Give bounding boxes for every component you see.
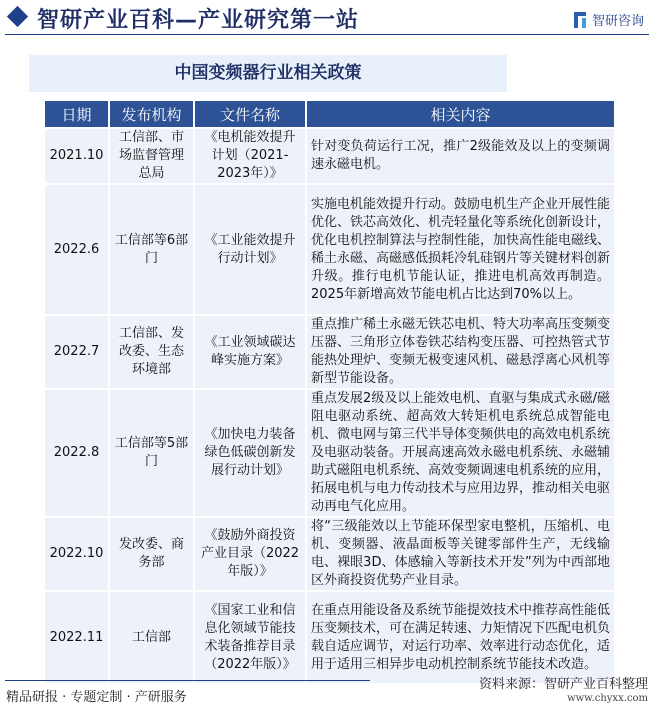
table-row bbox=[44, 315, 615, 389]
cell-doc: 《工业能效提升行动计划》 bbox=[194, 184, 306, 315]
cell-content: 将“三级能效以上节能环保型家电整机，压缩机、电机、变频器、液晶面板等关键零部件生产，无线输电、裸眼3D、体感输入等新技术开发”列为中西部地区外商投资优势产业目录。 bbox=[306, 517, 615, 591]
column-header-org: 发布机构 bbox=[109, 100, 194, 128]
cell-content: 在重点用能设备及系统节能提效技术中推荐高性能低压变频技术，可在满足转速、力矩情况下匹配电机负载自适应调节，对运行功率、效率进行动态优化，适用于适用三相异步电动机控制系统节能技术改造。 bbox=[306, 591, 615, 684]
cell-org: 工信部等6部门 bbox=[109, 184, 194, 315]
cell-date: 2022.7 bbox=[44, 315, 109, 389]
table-row bbox=[44, 517, 615, 591]
cell-date: 2021.10 bbox=[44, 128, 109, 184]
cell-org: 工信部 bbox=[109, 591, 194, 684]
cell-org: 工信部等5部门 bbox=[109, 389, 194, 517]
top-bar bbox=[0, 0, 654, 35]
cell-doc: 《鼓励外商投资产业目录（2022年版）》 bbox=[194, 517, 306, 591]
cell-date: 2022.6 bbox=[44, 184, 109, 315]
cell-doc: 《国家工业和信息化领域节能技术装备推荐目录（2022年版）》 bbox=[194, 591, 306, 684]
page-title: 中国变频器行业相关政策 bbox=[29, 55, 507, 92]
cell-date: 2022.10 bbox=[44, 517, 109, 591]
diamond-icon bbox=[7, 6, 28, 27]
table-row bbox=[44, 389, 615, 517]
brand-logo bbox=[574, 10, 644, 29]
site-title: 智研产业百科—产业研究第一站 bbox=[37, 8, 360, 33]
footer-url[interactable]: www.chyxx.com bbox=[567, 693, 648, 704]
cell-org: 发改委、商务部 bbox=[109, 517, 194, 591]
column-header-content: 相关内容 bbox=[306, 100, 615, 128]
policy-table bbox=[43, 99, 616, 685]
logo-text: 智研咨询 bbox=[591, 14, 644, 29]
table-row bbox=[44, 591, 615, 684]
source-note: 资料来源：智研产业百科整理 bbox=[478, 677, 648, 692]
logo-mark-icon bbox=[574, 12, 588, 28]
footer-divider bbox=[5, 680, 370, 681]
column-header-date: 日期 bbox=[44, 100, 109, 128]
footer-tagline: 精品研报 · 专题定制 · 产研服务 bbox=[6, 690, 187, 705]
column-header-doc: 文件名称 bbox=[194, 100, 306, 128]
cell-doc: 《电机能效提升计划（2021-2023年）》 bbox=[194, 128, 306, 184]
cell-date: 2022.11 bbox=[44, 591, 109, 684]
cell-content: 针对变负荷运行工况，推广2级能效及以上的变频调速永磁电机。 bbox=[306, 128, 615, 184]
cell-date: 2022.8 bbox=[44, 389, 109, 517]
cell-content: 重点推广稀土永磁无铁芯电机、特大功率高压变频变压器、三角形立体卷铁芯结构变压器、可控热管式节能热处理炉、变频无极变速风机、磁悬浮离心风机等新型节能设备。 bbox=[306, 315, 615, 389]
table-row bbox=[44, 128, 615, 184]
cell-org: 工信部、发改委、生态环境部 bbox=[109, 315, 194, 389]
cell-doc: 《加快电力装备绿色低碳创新发展行动计划》 bbox=[194, 389, 306, 517]
table-row bbox=[44, 184, 615, 315]
cell-org: 工信部、市场监督管理总局 bbox=[109, 128, 194, 184]
header-divider bbox=[5, 34, 649, 35]
cell-content: 实施电机能效提升行动。鼓励电机生产企业开展性能优化、铁芯高效化、机壳轻量化等系统化创新设计，优化电机控制算法与控制性能，加快高性能电磁线、稀土永磁、高磁感低损耗冷轧硅钢片等关键材料创新升级。推行电机节能认证，推进电机高效再制造。2025年新增高效节能电机占比达到70%以上。 bbox=[306, 184, 615, 315]
cell-doc: 《工业领域碳达峰实施方案》 bbox=[194, 315, 306, 389]
cell-content: 重点发展2级及以上能效电机、直驱与集成式永磁/磁阻电驱动系统、超高效大转矩机电系统总成智能电机、微电网与第三代半导体变频供电的高效电机系统及电驱动装备。开展高速高效永磁电机系统、永磁辅助式磁阻电机系统、高效变频调速电机系统的应用，拓展电机与电力传动技术与应用边界，推动相关电驱动再电气化应用。 bbox=[306, 389, 615, 517]
table-header-row bbox=[44, 100, 615, 128]
